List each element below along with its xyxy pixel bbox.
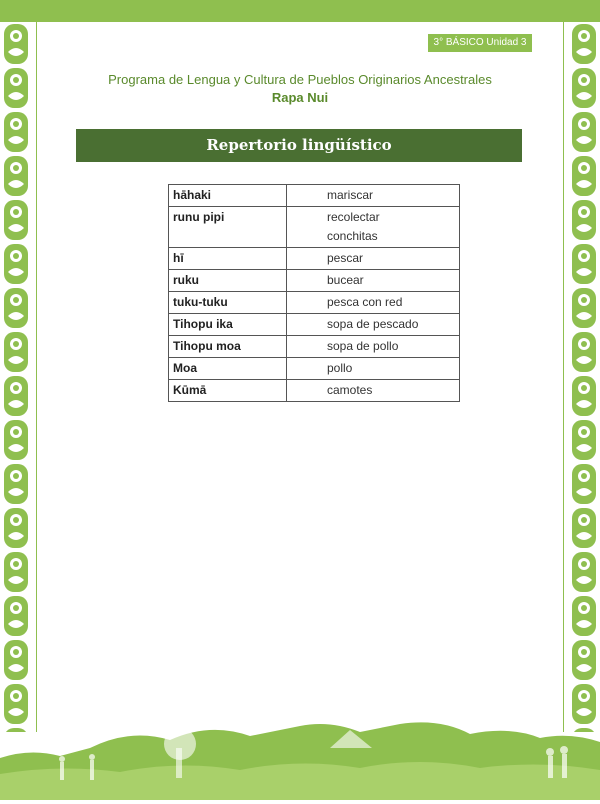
right-ornament-border xyxy=(568,22,600,732)
vocab-meaning: pesca con red xyxy=(286,292,459,314)
table-row xyxy=(169,336,460,358)
left-ornament-border xyxy=(0,22,32,732)
vocab-word: Tihopu ika xyxy=(169,314,287,336)
vocabulary-table xyxy=(168,184,460,402)
table-row xyxy=(169,207,460,248)
rapa-nui-ornament-icon xyxy=(0,22,32,732)
vocab-meaning: bucear xyxy=(286,270,459,292)
vocab-meaning: sopa de pollo xyxy=(286,336,459,358)
table-row xyxy=(169,270,460,292)
footer-landscape xyxy=(0,718,600,800)
vocab-meaning: sopa de pescado xyxy=(286,314,459,336)
vocab-word: hī xyxy=(169,248,287,270)
vocab-word: runu pipi xyxy=(169,207,287,248)
vocab-word: hāhaki xyxy=(169,185,287,207)
left-border-line xyxy=(36,22,37,732)
program-title: Programa de Lengua y Cultura de Pueblos Originarios Ancestrales xyxy=(108,72,492,87)
table-row xyxy=(169,314,460,336)
landscape-silhouette-icon xyxy=(0,718,600,800)
section-title: Repertorio lingüístico xyxy=(76,129,522,162)
vocab-meaning: recolectar conchitas xyxy=(286,207,459,248)
rapa-nui-ornament-icon xyxy=(568,22,600,732)
vocab-word: tuku-tuku xyxy=(169,292,287,314)
table-row xyxy=(169,185,460,207)
top-bar xyxy=(0,0,600,22)
table-row xyxy=(169,358,460,380)
vocab-meaning: pollo xyxy=(286,358,459,380)
right-border-line xyxy=(563,22,564,732)
vocab-meaning: pescar xyxy=(286,248,459,270)
table-row xyxy=(169,248,460,270)
vocab-meaning: camotes xyxy=(286,380,459,402)
vocab-word: Moa xyxy=(169,358,287,380)
vocab-word: ruku xyxy=(169,270,287,292)
vocab-word: Kūmā xyxy=(169,380,287,402)
table-row xyxy=(169,380,460,402)
program-subtitle: Rapa Nui xyxy=(271,90,329,105)
vocab-meaning: mariscar xyxy=(286,185,459,207)
vocab-word: Tihopu moa xyxy=(169,336,287,358)
grade-badge: 3° BÁSICO Unidad 3 xyxy=(428,34,532,52)
table-row xyxy=(169,292,460,314)
